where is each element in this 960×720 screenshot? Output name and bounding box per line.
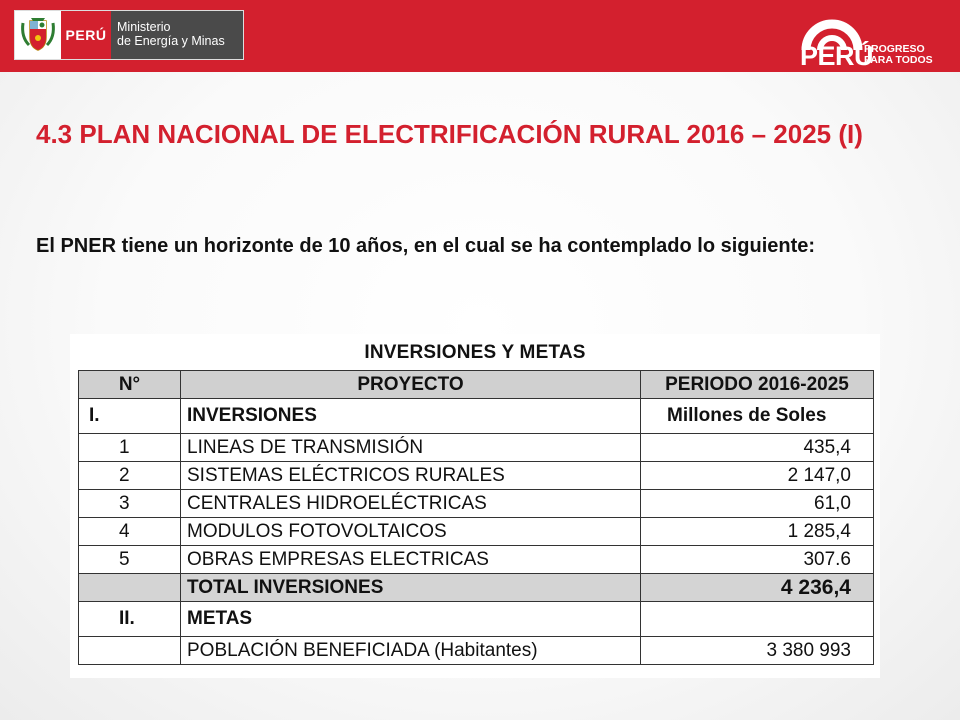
ministry-line-2: de Energía y Minas — [117, 34, 225, 48]
section-metas-row — [79, 602, 874, 637]
brand-peru-word: PERÚ — [800, 41, 874, 71]
table-row — [79, 518, 874, 546]
section-label: INVERSIONES — [181, 399, 641, 434]
section-unit: Millones de Soles — [641, 399, 874, 434]
row-project: LINEAS DE TRANSMISIÓN — [181, 434, 641, 462]
row-value: 435,4 — [641, 434, 874, 462]
header-bar — [0, 0, 960, 72]
total-num-cell — [79, 574, 181, 602]
row-project: MODULOS FOTOVOLTAICOS — [181, 518, 641, 546]
table-row — [79, 434, 874, 462]
table-row — [79, 546, 874, 574]
gov-peru-label: PERÚ — [61, 11, 111, 59]
row-num: 3 — [79, 490, 181, 518]
header-period: PERIODO 2016-2025 — [641, 371, 874, 399]
row-value: 307.6 — [641, 546, 874, 574]
row-value: 61,0 — [641, 490, 874, 518]
peru-progreso-logo[interactable] — [800, 12, 950, 71]
row-project: POBLACIÓN BENEFICIADA (Habitantes) — [181, 637, 641, 665]
table-row — [79, 637, 874, 665]
header-num: N° — [79, 371, 181, 399]
row-num: 1 — [79, 434, 181, 462]
coat-of-arms-icon — [15, 11, 61, 59]
total-row — [79, 574, 874, 602]
brand-tagline-2: PARA TODOS — [864, 54, 933, 66]
table-caption: INVERSIONES Y METAS — [364, 342, 586, 363]
investment-table-figure — [70, 334, 880, 678]
section-empty-cell — [641, 602, 874, 637]
row-num — [79, 637, 181, 665]
investment-table — [78, 370, 874, 665]
table-row — [79, 490, 874, 518]
total-value: 4 236,4 — [641, 574, 874, 602]
section-inversiones-row — [79, 399, 874, 434]
brand-tagline — [864, 44, 933, 66]
ministry-line-1: Ministerio — [117, 20, 171, 34]
section-label: METAS — [181, 602, 641, 637]
table-header-row — [79, 371, 874, 399]
ministry-name — [111, 11, 243, 59]
row-project: CENTRALES HIDROELÉCTRICAS — [181, 490, 641, 518]
slide-intro: El PNER tiene un horizonte de 10 años, en el cual se ha contemplado lo siguiente: — [36, 235, 816, 257]
row-num: 5 — [79, 546, 181, 574]
row-project: OBRAS EMPRESAS ELECTRICAS — [181, 546, 641, 574]
row-num: 4 — [79, 518, 181, 546]
table-row — [79, 462, 874, 490]
brand-tagline-1: PROGRESO — [864, 43, 925, 55]
section-num: II. — [79, 602, 181, 637]
row-project: SISTEMAS ELÉCTRICOS RURALES — [181, 462, 641, 490]
header-project: PROYECTO — [181, 371, 641, 399]
row-value: 1 285,4 — [641, 518, 874, 546]
ministry-logo[interactable] — [14, 10, 244, 60]
row-num: 2 — [79, 462, 181, 490]
row-value: 3 380 993 — [641, 637, 874, 665]
row-value: 2 147,0 — [641, 462, 874, 490]
section-num: I. — [79, 399, 181, 434]
total-label: TOTAL INVERSIONES — [181, 574, 641, 602]
slide-title: 4.3 PLAN NACIONAL DE ELECTRIFICACIÓN RURAL 2016 – 2025 (I) — [36, 119, 863, 149]
